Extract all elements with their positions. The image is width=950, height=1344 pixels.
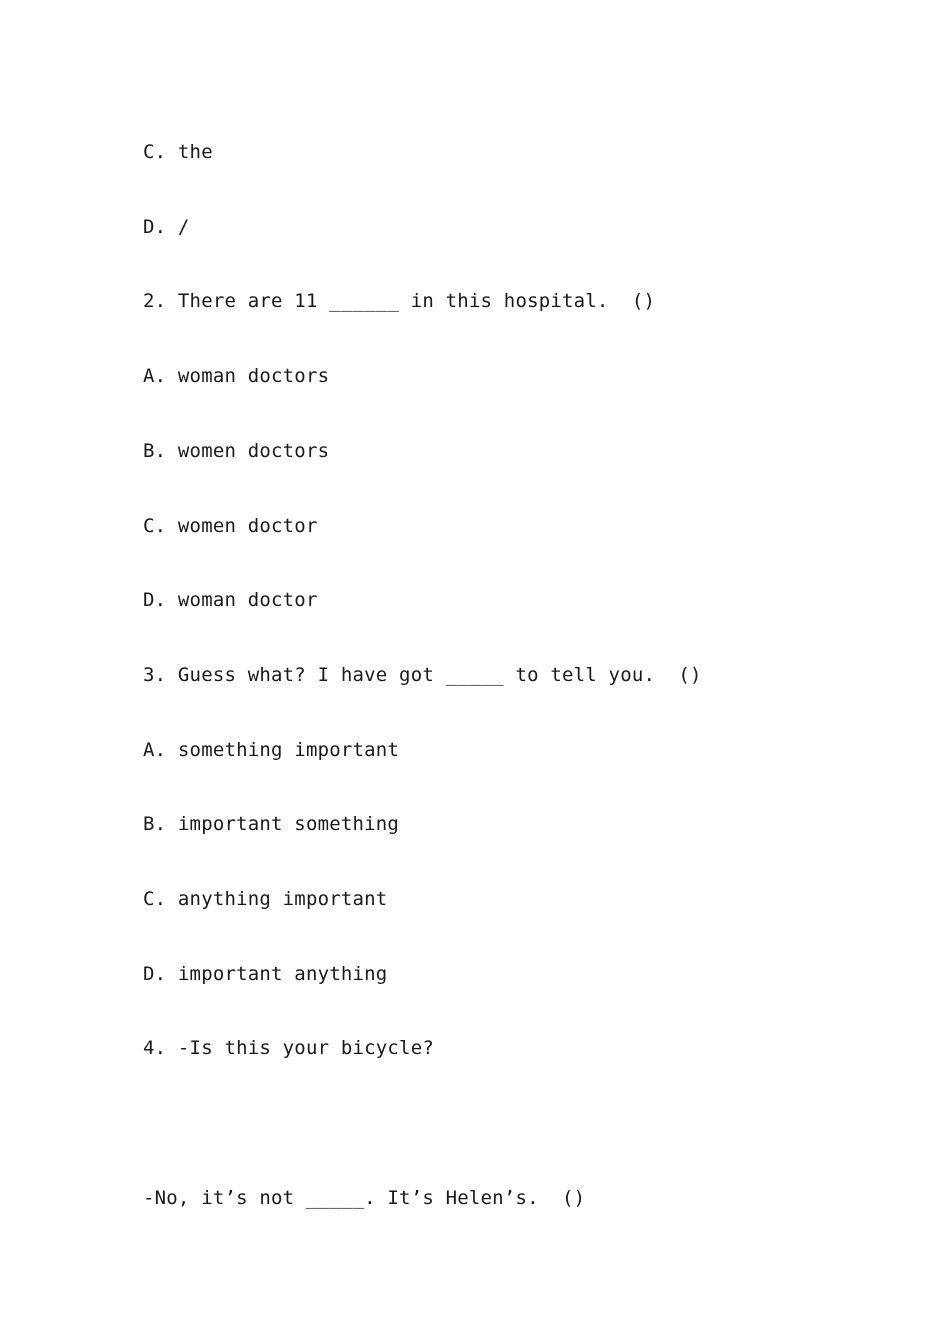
question-4-reply: -No, it’s not _____. It’s Helen’s. () bbox=[143, 1187, 586, 1209]
option-c-q3: C. anything important bbox=[143, 888, 388, 910]
option-c-q1: C. the bbox=[143, 141, 213, 163]
question-3: 3. Guess what? I have got _____ to tell you. () bbox=[143, 664, 702, 686]
option-c-q2: C. women doctor bbox=[143, 515, 318, 537]
option-b-q2: B. women doctors bbox=[143, 440, 330, 462]
question-4: 4. -Is this your bicycle? bbox=[143, 1037, 434, 1059]
question-2: 2. There are 11 ______ in this hospital. () bbox=[143, 290, 656, 312]
option-a-q3: A. something important bbox=[143, 739, 400, 761]
option-d-q1: D. / bbox=[143, 216, 190, 238]
option-a-q2: A. woman doctors bbox=[143, 365, 330, 387]
option-b-q3: B. important something bbox=[143, 813, 400, 835]
option-d-q3: D. important anything bbox=[143, 963, 388, 985]
option-d-q2: D. woman doctor bbox=[143, 589, 318, 611]
